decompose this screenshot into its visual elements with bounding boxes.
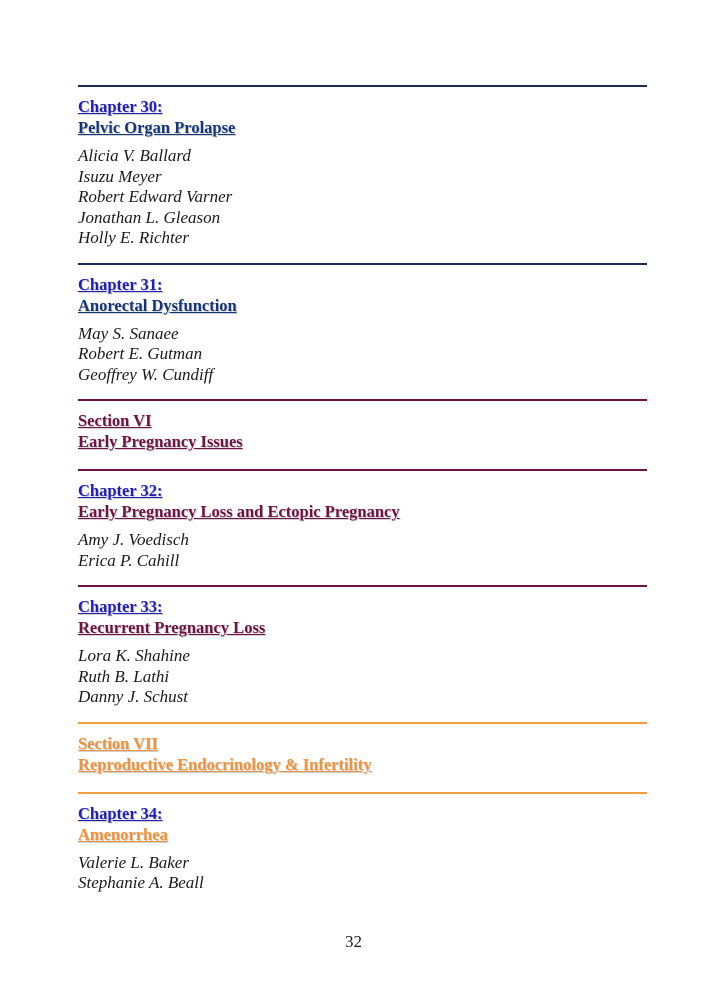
author-list: [78, 853, 647, 894]
author-name: Danny J. Schust: [78, 687, 189, 706]
author-name: Jonathan L. Gleason: [78, 207, 221, 227]
chapter-33-title-link[interactable]: Recurrent Pregnancy Loss: [78, 618, 266, 637]
chapter-32-label-link[interactable]: Chapter 32:: [78, 481, 163, 500]
toc-page: [78, 85, 647, 908]
toc-entry-chapter-30: [78, 87, 647, 263]
chapter-30-title-link[interactable]: Pelvic Organ Prolapse: [78, 118, 236, 137]
toc-entry-chapter-33: [78, 587, 647, 722]
author-name: Stephanie A. Beall: [78, 873, 204, 892]
section-vi-title-link[interactable]: Early Pregnancy Issues: [78, 432, 243, 451]
author-list: [78, 146, 647, 249]
author-name: Holly E. Richter: [78, 228, 189, 247]
chapter-31-label-link[interactable]: Chapter 31:: [78, 274, 163, 294]
section-vii-title-link[interactable]: Reproductive Endocrinology & Infertility: [78, 754, 372, 774]
chapter-34-title-link[interactable]: Amenorrhea: [78, 824, 168, 844]
toc-entry-chapter-32: [78, 471, 647, 585]
author-name: Robert E. Gutman: [78, 344, 203, 363]
chapter-32-title-link[interactable]: Early Pregnancy Loss and Ectopic Pregnancy: [78, 502, 400, 521]
author-name: Ruth B. Lathi: [78, 666, 170, 686]
section-vii-label-link[interactable]: Section VII: [78, 733, 158, 753]
chapter-31-title-link[interactable]: Anorectal Dysfunction: [78, 295, 237, 315]
chapter-33-label-link[interactable]: Chapter 33:: [78, 597, 163, 616]
section-vi-label-link[interactable]: Section VI: [78, 411, 152, 430]
author-name: Lora K. Shahine: [78, 646, 190, 665]
author-name: May S. Sanaee: [78, 323, 179, 343]
chapter-30-label-link[interactable]: Chapter 30:: [78, 97, 163, 116]
toc-entry-section-vii: [78, 724, 647, 792]
author-list: [78, 646, 647, 708]
author-name: Valerie L. Baker: [78, 852, 189, 872]
chapter-34-label-link[interactable]: Chapter 34:: [78, 803, 163, 823]
page-number: 32: [345, 932, 362, 951]
author-name: Amy J. Voedisch: [78, 530, 189, 549]
author-name: Geoffrey W. Cundiff: [78, 364, 214, 384]
author-name: Alicia V. Ballard: [78, 146, 191, 165]
author-list: [78, 530, 647, 571]
author-name: Isuzu Meyer: [78, 166, 162, 186]
toc-entry-chapter-34: [78, 794, 647, 908]
toc-entry-chapter-31: [78, 265, 647, 400]
author-name: Erica P. Cahill: [78, 550, 180, 570]
author-name: Robert Edward Varner: [78, 187, 233, 206]
author-list: [78, 324, 647, 386]
toc-entry-section-vi: [78, 401, 647, 469]
